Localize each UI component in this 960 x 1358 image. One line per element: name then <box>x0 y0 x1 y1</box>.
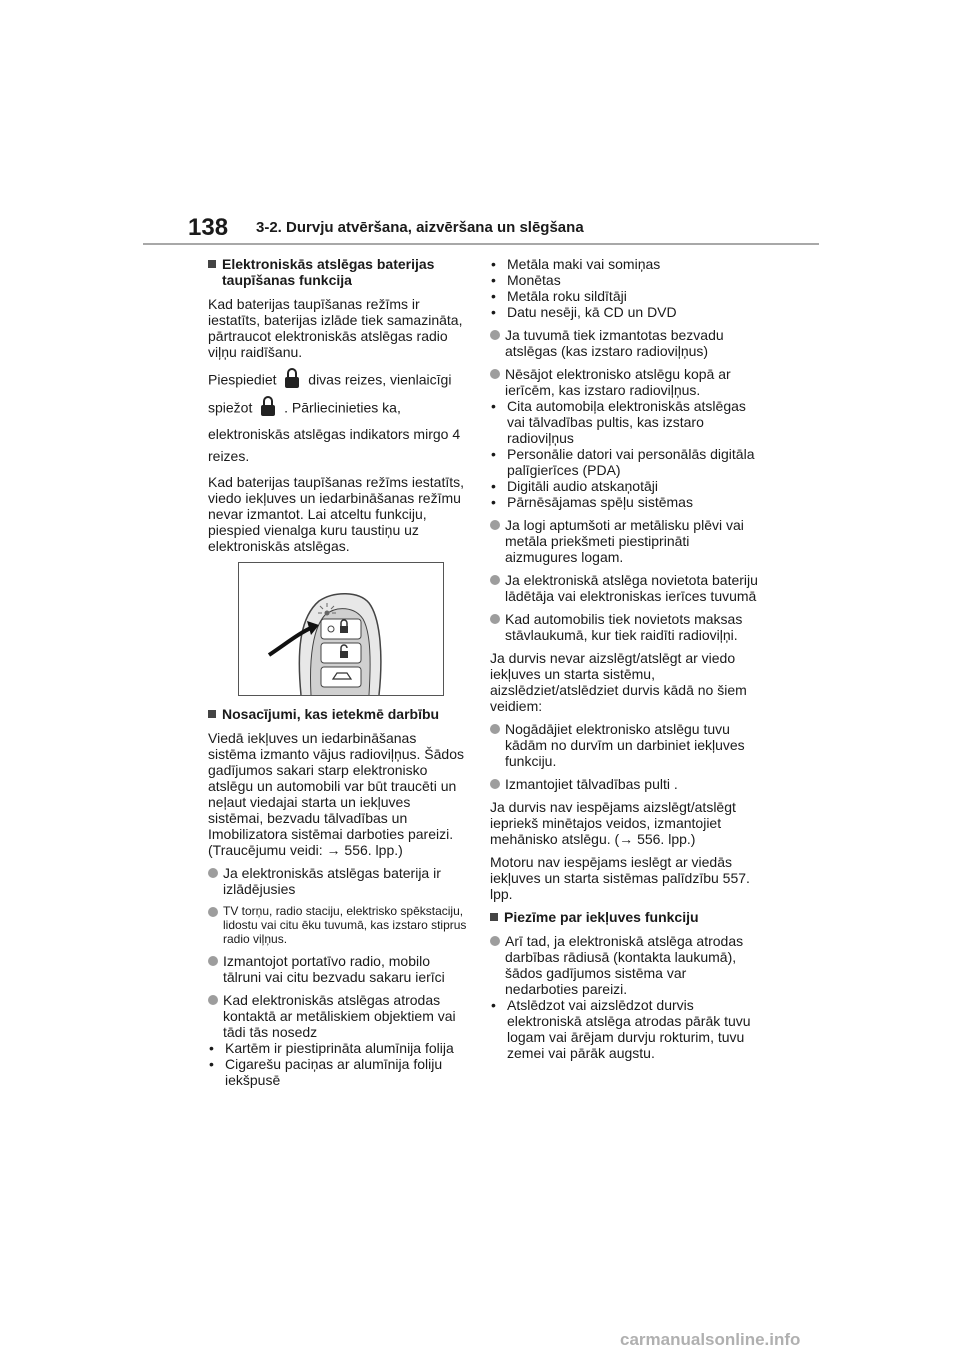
header-divider <box>143 243 819 245</box>
bullet-dot-icon <box>208 995 218 1005</box>
paragraph-text: . Pārliecinieties ka, elektroniskās atslēgas indikators mirgo 4 reizes. <box>208 399 461 464</box>
paragraph: Ja durvis nevar aizslēgt/atslēgt ar viedo iekļuves un starta sistēmu, aizslēdziet/atslēdziet durvis kādā no šiem veidiem: <box>490 650 747 714</box>
section-heading <box>490 909 758 925</box>
unlock-icon <box>260 395 276 423</box>
sub-bullet-marker: • <box>491 398 496 414</box>
paragraph-text: Piespiediet <box>208 371 277 388</box>
sub-list-item <box>208 1040 468 1056</box>
sub-list-text: Datu nesēji, kā CD un DVD <box>507 304 677 320</box>
sub-bullet-marker: • <box>209 1040 214 1056</box>
sub-bullet-marker: • <box>491 304 496 320</box>
bullet-dot-icon <box>490 779 500 789</box>
section-heading <box>208 706 468 722</box>
sub-list-text: Atslēdzot vai aizslēdzot durvis elektroniskā atslēga atrodas pārāk tuvu logam vai ārējam durvju rokturim, tuvu zemei vai pārāk augstu. <box>507 997 751 1061</box>
bullet-item <box>208 992 468 1040</box>
sub-list-item <box>490 272 758 288</box>
bullet-dot-icon <box>490 330 500 340</box>
sub-list-item <box>490 494 758 510</box>
sub-bullet-marker: • <box>491 446 496 462</box>
bullet-dot-icon <box>208 907 218 917</box>
sub-bullet-marker: • <box>491 997 496 1013</box>
sub-list-item <box>490 398 758 446</box>
bullet-dot-icon <box>490 575 500 585</box>
sub-list-text: Digitāli audio atskaņotāji <box>507 478 658 494</box>
bullet-dot-icon <box>490 724 500 734</box>
section-square-icon <box>490 913 498 921</box>
bullet-text: Kad elektroniskās atslēgas atrodas kontaktā ar metāliskiem objektiem vai tādi tās nosedz <box>223 992 456 1040</box>
bullet-dot-icon <box>208 868 218 878</box>
section-title: 3-2. Durvju atvēršana, aizvēršana un slēgšana <box>256 219 584 236</box>
sub-list-text: Kartēm ir piestiprināta alumīnija folija <box>225 1040 454 1056</box>
section-heading <box>208 256 468 288</box>
sub-list-item <box>490 997 758 1061</box>
sub-list-text: Cigarešu paciņas ar alumīnija foliju iekšpusē <box>225 1056 443 1088</box>
bullet-item <box>208 904 468 946</box>
bullet-dot-icon <box>208 956 218 966</box>
bullet-text: Nogādājiet elektronisko atslēgu tuvu kādām no durvīm un darbiniet iekļuves funkciju. <box>505 721 745 769</box>
sub-list-text: Metāla roku sildītāji <box>507 288 627 304</box>
sub-list <box>490 997 758 1061</box>
sub-list-text: Metāla maki vai somiņas <box>507 256 661 272</box>
bullet-text: TV torņu, radio staciju, elektrisko spēkstaciju, lidostu vai citu ēku tuvumā, kas izstaro stiprus radio viļņus. <box>223 904 467 946</box>
bullet-dot-icon <box>490 936 500 946</box>
sub-list-text: Personālie datori vai personālās digitāla palīgierīces (PDA) <box>507 446 755 478</box>
paragraph: Kad baterijas taupīšanas režīms ir iestatīts, baterijas izlāde tiek samazināta, pārtraucot elektroniskās atslēgas radio viļņu raidīšanu. <box>208 296 463 360</box>
sub-bullet-marker: • <box>209 1056 214 1072</box>
sub-list-item <box>490 288 758 304</box>
lock-icon <box>284 367 300 395</box>
sub-list-item <box>208 1056 468 1088</box>
right-column <box>490 256 758 1068</box>
sub-bullet-marker: • <box>491 272 496 288</box>
sub-list-item <box>490 446 758 478</box>
sub-bullet-marker: • <box>491 288 496 304</box>
bullet-dot-icon <box>490 369 500 379</box>
paragraph-text: divas reizes, vienlaicīgi <box>308 371 452 388</box>
sub-list-text: Cita automobiļa elektroniskās atslēgas vai tālvadības pultis, kas izstaro radioviļņus <box>507 398 746 446</box>
bullet-item <box>208 953 468 985</box>
bullet-item <box>490 572 758 604</box>
bullet-text: Kad automobilis tiek novietots maksas stāvlaukumā, kur tiek raidīti radioviļņi. <box>505 611 743 643</box>
bullet-item <box>490 611 758 643</box>
watermark: carmanualsonline.info <box>620 1330 801 1349</box>
section-square-icon <box>208 710 216 718</box>
sub-list-text: Pārnēsājamas spēļu sistēmas <box>507 494 693 510</box>
section-heading-text: Nosacījumi, kas ietekmē darbību <box>222 706 440 722</box>
page-number: 138 <box>188 214 229 241</box>
sub-bullet-marker: • <box>491 256 496 272</box>
bullet-text: Nēsājot elektronisko atslēgu kopā ar ierīcēm, kas izstaro radioviļņus. <box>505 366 731 398</box>
bullet-item <box>490 776 758 792</box>
bullet-dot-icon <box>490 614 500 624</box>
sub-bullet-marker: • <box>491 478 496 494</box>
paragraph-with-icons <box>208 367 468 467</box>
section-heading-text: Elektroniskās atslēgas baterijas taupīšanas funkcija <box>222 256 435 288</box>
sub-list-item <box>490 304 758 320</box>
bullet-item <box>490 933 758 997</box>
bullet-text: Arī tad, ja elektroniskā atslēga atrodas darbības rādiusā (kontakta laukumā), šādos gadījumos sistēma var nedarboties pareizi. <box>505 933 744 997</box>
left-column <box>208 256 468 1095</box>
bullet-item <box>490 366 758 398</box>
sub-list <box>208 1040 468 1088</box>
paragraph: Kad baterijas taupīšanas režīms iestatīts, viedo iekļuves un iedarbināšanas režīmu nevar izmantot. Lai atceltu funkciju, piespied vienalga kuru taustiņu uz elektroniskās atslēgas. <box>208 474 465 554</box>
sub-list-item <box>490 478 758 494</box>
sub-list-text: Monētas <box>507 272 561 288</box>
bullet-text: Ja elektroniskās atslēgas baterija ir izlādējusies <box>223 865 441 897</box>
paragraph: Motoru nav iespējams ieslēgt ar viedās iekļuves un starta sistēmas palīdzību 557. lpp. <box>490 854 750 902</box>
paragraph: Viedā iekļuves un iedarbināšanas sistēma izmanto vājus radioviļņus. Šādos gadījumos sakari starp elektronisko atslēgu un automobili var būt traucēti un neļaut viedajai starta un iekļuves sistēmai, bezvadu tālvadības un Imobilizatora sistēmai darboties pareizi. (Traucējumu veidi: → 556. lpp.) <box>208 730 465 858</box>
paragraph: Ja durvis nav iespējams aizslēgt/atslēgt iepriekš minētajos veidos, izmantojiet mehānisko atslēgu. (→ 556. lpp.) <box>490 799 736 847</box>
sub-list <box>490 256 758 320</box>
section-square-icon <box>208 260 216 268</box>
bullet-text: Ja elektroniskā atslēga novietota bateriju lādētāja vai elektroniskas ierīces tuvumā <box>505 572 758 604</box>
bullet-text: Ja tuvumā tiek izmantotas bezvadu atslēgas (kas izstaro radioviļņus) <box>505 327 724 359</box>
bullet-text: Ja logi aptumšoti ar metālisku plēvi vai metāla priekšmeti piestiprināti aizmugures logam. <box>505 517 744 565</box>
bullet-text: Izmantojiet tālvadības pulti . <box>505 776 678 792</box>
bullet-item <box>490 721 758 769</box>
sub-list <box>490 398 758 510</box>
bullet-item <box>490 517 758 565</box>
bullet-text: Izmantojot portatīvo radio, mobilo tālruni vai citu bezvadu sakaru ierīci <box>223 953 445 985</box>
section-heading-text: Piezīme par iekļuves funkciju <box>504 909 699 925</box>
bullet-dot-icon <box>490 520 500 530</box>
smart-key-illustration <box>238 562 444 696</box>
bullet-item <box>490 327 758 359</box>
sub-list-item <box>490 256 758 272</box>
paragraph-text: spiežot <box>208 399 253 416</box>
bullet-item <box>208 865 468 897</box>
sub-bullet-marker: • <box>491 494 496 510</box>
